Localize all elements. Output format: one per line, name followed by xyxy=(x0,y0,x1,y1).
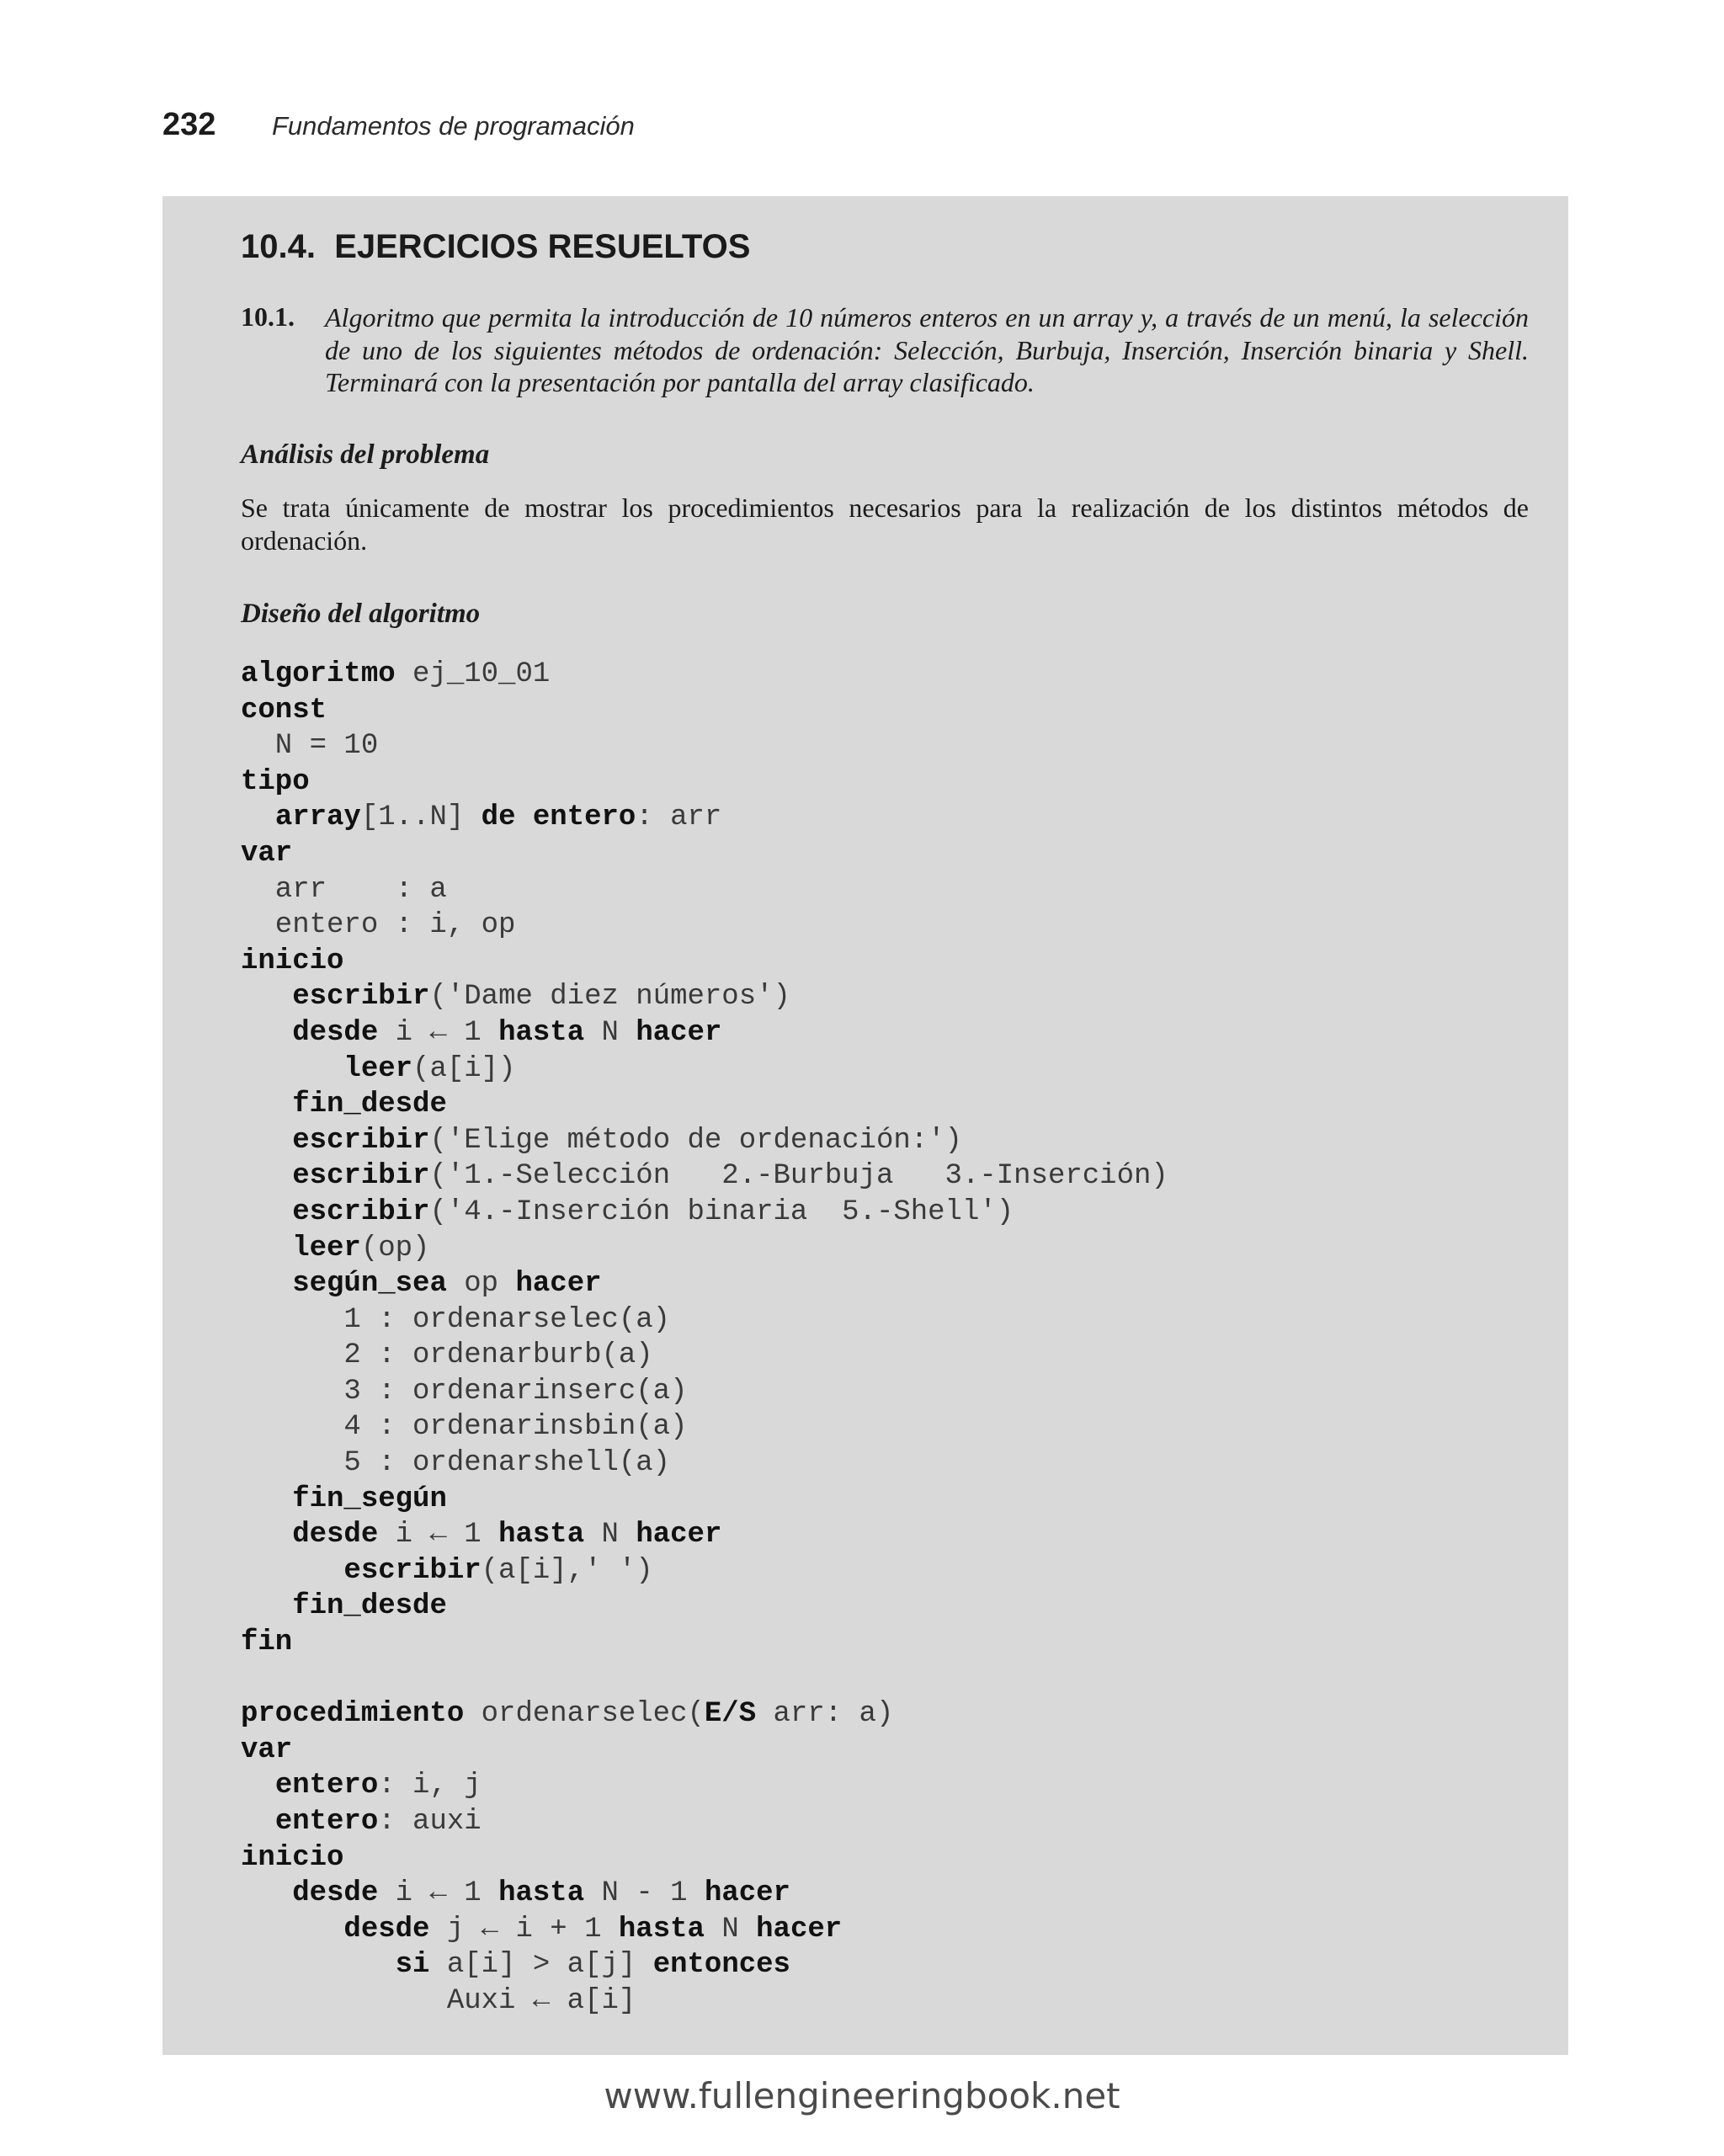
code-text: N xyxy=(704,1913,757,1946)
code-keyword: escribir xyxy=(292,1160,430,1193)
analysis-text: Se trata únicamente de mostrar los procedimientos necesarios para la realización de los distintos métodos de ordenación. xyxy=(241,492,1529,556)
code-text: ordenarselec( xyxy=(464,1698,705,1731)
code-text: arr : a xyxy=(241,873,447,906)
code-line xyxy=(241,693,1168,729)
code-text: op xyxy=(446,1268,516,1301)
code-text: N xyxy=(584,1519,636,1552)
code-keyword: hacer xyxy=(515,1268,602,1301)
code-line xyxy=(241,1087,1168,1123)
code-line xyxy=(241,1733,1168,1769)
code-keyword: hasta xyxy=(618,1913,705,1946)
code-keyword: entonces xyxy=(652,1949,790,1982)
code-text xyxy=(241,1519,292,1551)
code-line xyxy=(241,1876,1168,1912)
code-line xyxy=(241,908,1168,944)
code-text xyxy=(241,1160,292,1192)
code-text: arr: a) xyxy=(756,1698,894,1731)
running-head xyxy=(162,107,635,143)
code-keyword: fin_desde xyxy=(292,1089,447,1121)
exercise-number: 10.1. xyxy=(241,301,295,332)
code-text: 5 : ordenarshell(a) xyxy=(241,1447,671,1480)
code-text xyxy=(241,1268,292,1300)
code-keyword: escribir xyxy=(292,981,430,1014)
code-keyword: inicio xyxy=(241,1841,344,1874)
code-text: Auxi ← a[i] xyxy=(241,1984,636,2017)
code-text xyxy=(241,1053,343,1085)
design-heading: Diseño del algoritmo xyxy=(241,599,481,629)
code-line xyxy=(241,1696,1168,1733)
code-line xyxy=(241,1015,1168,1051)
code-text xyxy=(241,1949,396,1981)
code-keyword: leer xyxy=(343,1052,413,1085)
code-line xyxy=(241,1947,1168,1983)
code-line xyxy=(241,979,1168,1015)
code-line xyxy=(241,1589,1168,1625)
code-text xyxy=(241,1483,292,1515)
code-text xyxy=(241,1770,275,1802)
code-text: 3 : ordenarinserc(a) xyxy=(241,1375,688,1408)
exercise-statement xyxy=(241,301,1529,399)
code-text xyxy=(241,981,292,1013)
code-line xyxy=(241,1051,1168,1088)
code-text xyxy=(241,1914,343,1946)
code-line xyxy=(241,1553,1168,1589)
code-text: ('1.-Selección 2.-Burbuja 3.-Inserción) xyxy=(429,1160,1168,1193)
code-keyword: desde xyxy=(343,1913,430,1946)
code-line xyxy=(241,1912,1168,1948)
code-line xyxy=(241,1840,1168,1877)
code-line xyxy=(241,1445,1168,1482)
code-keyword: hacer xyxy=(704,1877,790,1910)
code-keyword: hacer xyxy=(756,1913,843,1946)
code-keyword: desde xyxy=(292,1016,379,1049)
section-heading: 10.4. EJERCICIOS RESUELTOS xyxy=(241,228,751,265)
code-keyword: entero xyxy=(274,1806,379,1838)
code-line xyxy=(241,1266,1168,1302)
code-line xyxy=(241,1482,1168,1518)
code-line xyxy=(241,657,1168,693)
code-text: ej_10_01 xyxy=(395,658,551,690)
code-keyword: procedimiento xyxy=(241,1698,465,1731)
code-keyword: escribir xyxy=(292,1124,430,1157)
analysis-heading: Análisis del problema xyxy=(241,439,490,470)
code-text: entero : i, op xyxy=(241,909,516,942)
code-text: : i, j xyxy=(378,1770,482,1802)
code-line xyxy=(241,764,1168,801)
code-line xyxy=(241,1661,1168,1697)
code-keyword: si xyxy=(395,1949,430,1982)
code-line xyxy=(241,1625,1168,1661)
code-text: ('Dame diez números') xyxy=(429,981,790,1014)
code-text xyxy=(241,1590,292,1622)
code-keyword: hacer xyxy=(636,1519,722,1552)
code-text xyxy=(241,1017,292,1049)
code-keyword: const xyxy=(241,694,327,727)
code-keyword: leer xyxy=(292,1232,361,1264)
code-text: i ← 1 xyxy=(378,1519,499,1552)
code-keyword: desde xyxy=(292,1877,379,1910)
code-line xyxy=(241,1231,1168,1267)
code-text: N = 10 xyxy=(241,730,379,763)
code-text: N xyxy=(584,1016,636,1049)
code-keyword: array xyxy=(274,801,361,834)
code-line xyxy=(241,872,1168,908)
code-text: 4 : ordenarinsbin(a) xyxy=(241,1411,688,1444)
code-text xyxy=(241,1806,275,1838)
code-keyword: hasta xyxy=(498,1519,585,1552)
code-line xyxy=(241,800,1168,836)
code-text: j ← i + 1 xyxy=(429,1913,619,1946)
code-keyword: hasta xyxy=(498,1877,585,1910)
code-line xyxy=(241,1768,1168,1804)
code-line xyxy=(241,1804,1168,1840)
code-line xyxy=(241,1302,1168,1339)
code-text: 1 : ordenarselec(a) xyxy=(241,1303,671,1336)
code-text: ('Elige método de ordenación:') xyxy=(429,1124,962,1157)
code-keyword: var xyxy=(241,837,293,870)
code-text: [1..N] xyxy=(360,801,482,834)
code-text: (a[i]) xyxy=(412,1052,516,1085)
code-text xyxy=(241,1232,292,1264)
code-keyword: escribir xyxy=(343,1554,482,1587)
code-text: i ← 1 xyxy=(378,1016,499,1049)
code-line xyxy=(241,944,1168,980)
code-keyword: fin xyxy=(241,1626,293,1659)
code-line xyxy=(241,1338,1168,1374)
code-text: ('4.-Inserción binaria 5.-Shell') xyxy=(429,1195,1014,1228)
code-text: 2 : ordenarburb(a) xyxy=(241,1339,653,1372)
code-keyword: desde xyxy=(292,1519,379,1552)
code-text: : auxi xyxy=(378,1806,482,1838)
exercise-text: Algoritmo que permita la introducción de 10 números enteros en un array y, a través de un menú, la selección de uno de los siguientes métodos de ordenación: Selección, Burbuja, Inserción, Inserción binaria y Shell. Terminará con la presentación por pantalla del array clasificado. xyxy=(325,302,1529,397)
code-line xyxy=(241,1374,1168,1410)
code-text xyxy=(241,1089,292,1121)
book-title: Fundamentos de programación xyxy=(272,111,635,141)
code-keyword: tipo xyxy=(241,765,310,798)
code-keyword: de entero xyxy=(481,801,636,834)
code-keyword: algoritmo xyxy=(241,658,396,690)
code-keyword: escribir xyxy=(292,1195,430,1228)
page-number: 232 xyxy=(162,107,216,142)
code-text xyxy=(241,1196,292,1228)
code-keyword: fin_desde xyxy=(292,1590,447,1623)
code-listing xyxy=(241,657,1168,2020)
footer-url: www.fullengineeringbook.net xyxy=(604,2075,1120,2116)
code-text: (op) xyxy=(360,1232,430,1264)
code-line xyxy=(241,1517,1168,1553)
code-text: a[i] > a[j] xyxy=(429,1949,653,1982)
code-keyword: E/S xyxy=(704,1698,757,1731)
code-text xyxy=(241,801,275,833)
code-keyword: fin_según xyxy=(292,1483,447,1515)
code-text xyxy=(241,1555,343,1587)
code-line xyxy=(241,1983,1168,2020)
code-keyword: entero xyxy=(274,1770,379,1802)
code-text: : arr xyxy=(636,801,722,834)
code-keyword: según_sea xyxy=(292,1268,447,1301)
code-line xyxy=(241,1195,1168,1231)
code-line xyxy=(241,1409,1168,1445)
code-text xyxy=(241,1125,292,1157)
code-keyword: var xyxy=(241,1733,293,1766)
code-line xyxy=(241,1158,1168,1195)
code-line xyxy=(241,1123,1168,1159)
code-line xyxy=(241,836,1168,872)
code-keyword: inicio xyxy=(241,945,344,977)
code-text xyxy=(241,1877,292,1909)
code-text: N - 1 xyxy=(584,1877,705,1910)
code-keyword: hasta xyxy=(498,1016,585,1049)
code-line xyxy=(241,728,1168,764)
code-text: i ← 1 xyxy=(378,1877,499,1910)
code-keyword: hacer xyxy=(636,1016,722,1049)
code-text: (a[i],' ') xyxy=(481,1554,653,1587)
